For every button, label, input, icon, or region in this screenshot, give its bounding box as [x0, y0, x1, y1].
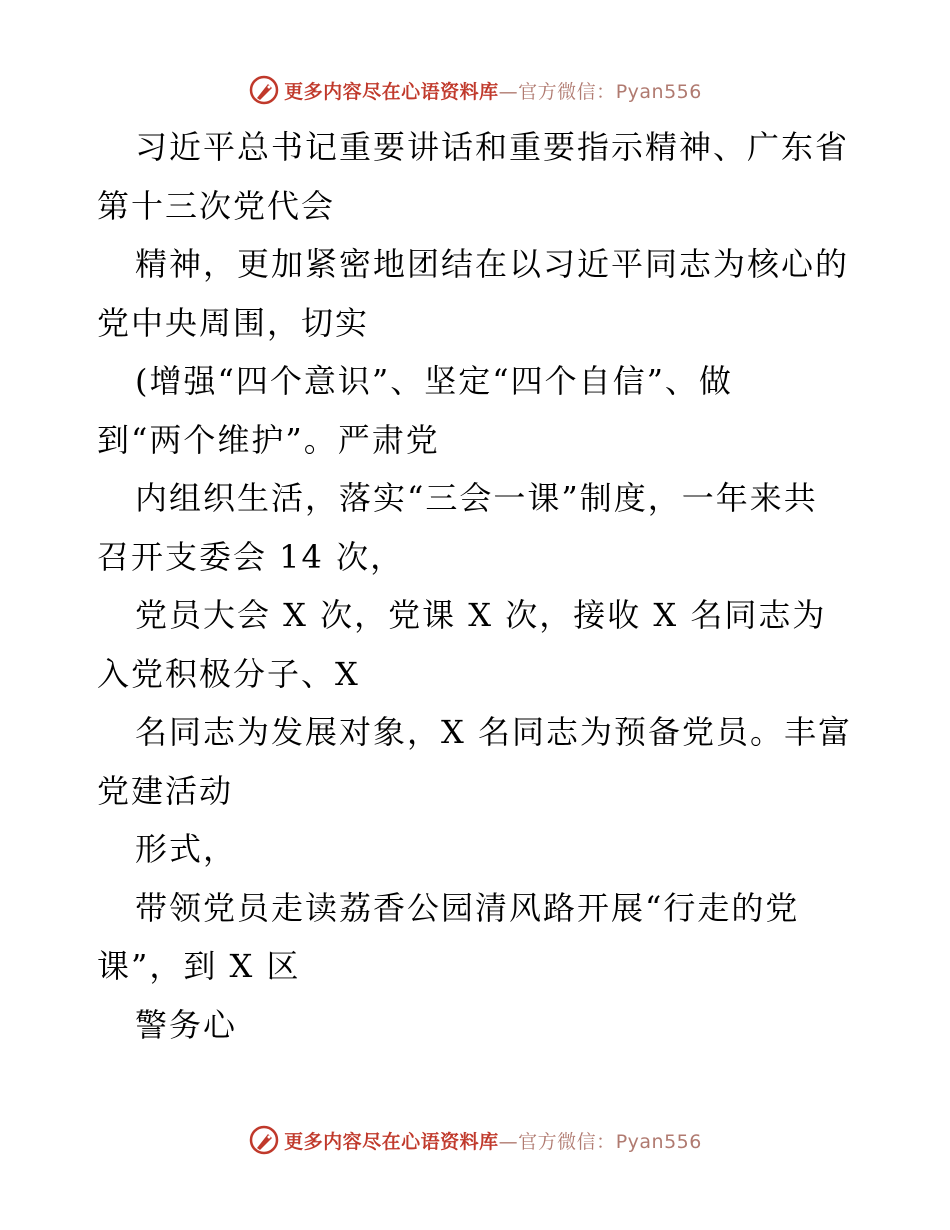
- watermark-wechat-id: Pyan556: [615, 1130, 702, 1153]
- paragraph-line: 名同志为发展对象，X 名同志为预备党员。丰富: [135, 713, 852, 751]
- paragraph-line: 党建活动: [97, 771, 234, 810]
- watermark-wechat-label: 官方微信：: [518, 80, 616, 103]
- watermark-wechat-id: Pyan556: [615, 80, 702, 103]
- paragraph-line: 党中央周围，切实: [97, 303, 370, 342]
- paragraph-line: 警务心: [135, 1005, 238, 1044]
- watermark-separator: —: [498, 80, 519, 103]
- watermark-site-text: 更多内容尽在心语资料库: [284, 1130, 499, 1153]
- paragraph-line: 第十三次党代会: [97, 186, 336, 225]
- paragraph-line: 带领党员走读荔香公园清风路开展“行走的党: [135, 888, 800, 927]
- paragraph-line: 内组织生活，落实“三会一课”制度，一年来共: [135, 479, 818, 517]
- paragraph-line: 精神，更加紧密地团结在以习近平同志为核心的: [135, 245, 850, 283]
- paragraph-line: (增强“四个意识”、坚定“四个自信”、做: [135, 362, 733, 400]
- watermark-site-text: 更多内容尽在心语资料库: [284, 80, 499, 103]
- footer-watermark: [0, 1120, 950, 1160]
- watermark-wechat-label: 官方微信：: [518, 1130, 616, 1153]
- pen-nib-logo-icon: [248, 74, 280, 106]
- paragraph-line: 课”，到 X 区: [97, 947, 301, 985]
- pen-nib-logo-icon: [248, 1124, 280, 1156]
- watermark-separator: —: [498, 1130, 519, 1153]
- paragraph-line: 形式，: [135, 830, 238, 868]
- paragraph-line: 入党积极分子、X: [97, 654, 360, 693]
- paragraph-line: 习近平总书记重要讲话和重要指示精神、广东省: [135, 128, 850, 166]
- paragraph-line: 党员大会 X 次，党课 X 次，接收 X 名同志为: [135, 596, 827, 634]
- header-watermark: [0, 70, 950, 110]
- paragraph-line: 到“两个维护”。严肃党: [97, 420, 440, 459]
- paragraph-line: 召开支委会 14 次，: [97, 537, 405, 576]
- document-body: [97, 118, 857, 1054]
